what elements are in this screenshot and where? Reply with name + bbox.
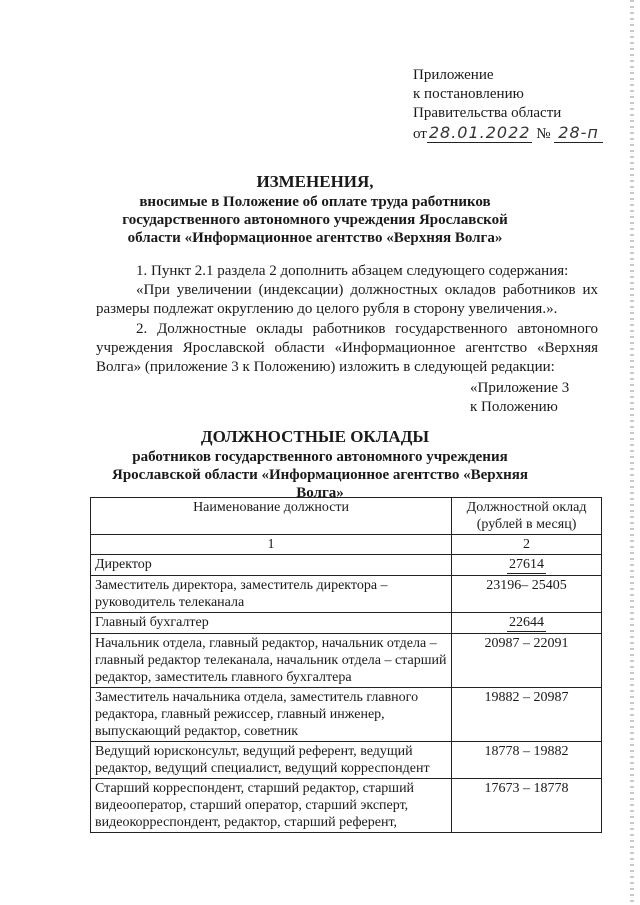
date-prefix: от [413,126,427,142]
salary-cell: 20987 – 22091 [452,634,602,688]
salary-value: 22644 [509,615,545,630]
column-number-2: 2 [452,535,602,555]
document-subtitle: вносимые в Положение об оплате труда работников государственного автономного учреждения Ярославской области «Информационное агентство «Верхняя Волга» [122,194,508,246]
annex-line-3: Правительства области [413,105,562,121]
salary-cell: 18778 – 19882 [452,742,602,779]
paragraph-1-quote: «При увеличении (индексации) должностных окладов работников их размеры подлежат округлению до целого рубля в сторону увеличения.». [96,282,598,317]
table-row [91,634,602,688]
scan-edge-artifact [630,0,634,905]
table-row [91,555,602,576]
table-row [91,576,602,613]
annex-line-2: к постановлению [413,86,524,102]
position-cell: Директор [91,555,452,576]
table-row [91,613,602,634]
column-number-1: 1 [91,535,452,555]
salary-cell: 19882 – 20987 [452,688,602,742]
number-prefix: № [536,126,551,142]
position-cell: Заместитель начальника отдела, заместитель главного редактора, главный режиссер, главный инженер, выпускающий редактор, советник [91,688,452,742]
column-number-row [91,535,602,555]
handwritten-number: 28-п [554,123,603,143]
position-cell: Старший корреспондент, старший редактор, старший видеооператор, старший оператор, старший эксперт, видеокорреспондент, редактор, старший референт, [91,779,452,833]
position-cell: Ведущий юрисконсульт, ведущий референт, ведущий редактор, ведущий специалист, ведущий корреспондент [91,742,452,779]
document-title: ИЗМЕНЕНИЯ, [256,172,374,191]
table-row [91,688,602,742]
table-row [91,779,602,833]
salary-cell: 23196– 25405 [452,576,602,613]
position-cell: Заместитель директора, заместитель директора – руководитель телеканала [91,576,452,613]
salary-cell [452,555,602,576]
annex-line-1: Приложение [413,67,494,83]
paragraph-2: 2. Должностные оклады работников государственного автономного учреждения Ярославской области «Информационное агентство «Верхняя Волга» (приложение 3 к Положению) изложить в следующей редакции: [96,321,598,375]
salary-cell [452,613,602,634]
position-cell: Начальник отдела, главный редактор, начальник отдела – главный редактор телеканала, начальник отдела – старший редактор, заместитель главного бухгалтера [91,634,452,688]
inner-annex-line-1: «Приложение 3 [470,380,570,396]
salary-cell: 17673 – 18778 [452,779,602,833]
annex-date-number [413,123,603,144]
header-position: Наименование должности [91,498,452,535]
table-header-row [91,498,602,535]
annex-header [413,66,603,144]
table-subtitle: работников государственного автономного учреждения Ярославской области «Информационное агентство «Верхняя Волга» [111,449,528,501]
handwritten-date: 28.01.2022 [428,123,531,142]
header-salary: Должностной оклад (рублей в месяц) [452,498,602,535]
position-cell: Главный бухгалтер [91,613,452,634]
paragraph-1: 1. Пункт 2.1 раздела 2 дополнить абзацем следующего содержания: [136,263,569,279]
salary-value: 27614 [509,557,545,572]
table-row [91,742,602,779]
salary-table [90,497,602,833]
inner-annex-line-2: к Положению [470,399,558,415]
table-title: ДОЛЖНОСТНЫЕ ОКЛАДЫ [200,427,430,446]
inner-annex-header [470,379,569,417]
